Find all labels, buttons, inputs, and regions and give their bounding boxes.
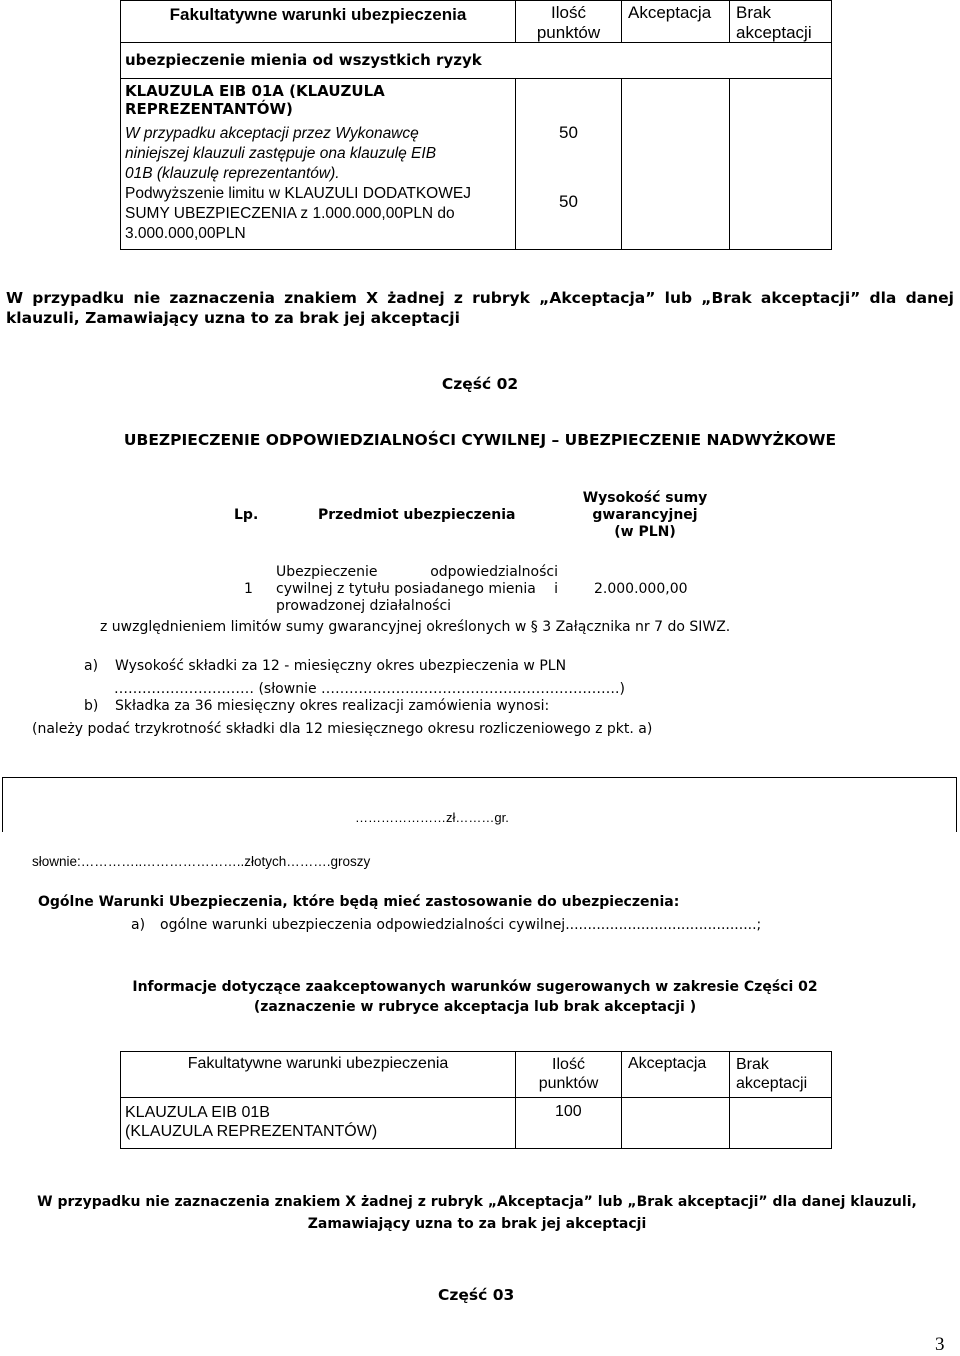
page-number: 3 [935,1334,945,1355]
part-02-subtitle: UBEZPIECZENIE ODPOWIEDZIALNOŚCI CYWILNEJ – UBEZPIECZENIE NADWYŻKOWE [123,431,837,449]
notice-2: W przypadku nie zaznaczenia znakiem X żadnej z rubryk „Akceptacja” lub „Brak akceptacji” dla danej klauzuli, Zamawiający uzna to za brak jej akceptacji [37,1194,917,1232]
clause-title: KLAUZULA EIB 01A (KLAUZULA REPREZENTANTÓW) [125,82,385,118]
part-02-title: Część 02 [441,375,519,393]
notice-1: W przypadku nie zaznaczenia znakiem X żadnej z rubryk „Akceptacja” lub „Brak akceptacji” dla danej klauzuli, Zamawiający uzna to za brak jej akceptacji [6,289,954,327]
clause-note: W przypadku akceptacji przez Wykonawcę niniejszej klauzuli zastępuje ona klauzulę EIB 01B (klauzulę reprezentantów). [125,125,437,182]
points-value-1: 50 [559,123,578,142]
header-no-acceptance-2: Brak akceptacji [730,1052,832,1098]
clause-description-cell [121,79,516,250]
points-value-2: 50 [559,192,578,211]
limits-note: z uwzględnieniem limitów sumy gwarancyjnej określonych w § 3 Załącznika nr 7 do SIWZ. [100,619,731,635]
limit-increase-text: Podwyższenie limitu w KLAUZULI DODATKOWEJ SUMY UBEZPIECZENIA z 1.000.000,00PLN do 3.000.000,00PLN [125,185,471,242]
item-a-fill-line[interactable]: ………………………… (słownie ……………………………………………………….) [114,681,625,697]
header-conditions-2: Fakultatywne warunki ubezpieczenia [121,1052,516,1098]
col-header-sum: Wysokość sumy gwarancyjnej (w PLN) [582,490,708,540]
owu-title: Ogólne Warunki Ubezpieczenia, które będą mieć zastosowanie do ubezpieczenia: [38,894,680,910]
col-header-lp: Lp. [234,507,259,523]
header-points-2: Ilość punktów [516,1052,622,1098]
owu-item-a: a) ogólne warunki ubezpieczenia odpowiedzialności cywilnej...........................................; [131,917,762,933]
item-b: b) Składka za 36 miesięczny okres realizacji zamówienia wynosi: [84,698,550,714]
header-points: Ilość punktów [516,1,622,43]
item-a: a) Wysokość składki za 12 - miesięczny okres ubezpieczenia w PLN [84,658,567,674]
no-acceptance-checkbox-cell[interactable] [730,79,832,250]
amount-box[interactable] [2,777,957,832]
header-acceptance: Akceptacja [622,1,730,43]
header-acceptance-2: Akceptacja [622,1052,730,1098]
points-cell-2: 100 [516,1098,622,1149]
row-sum: 2.000.000,00 [594,581,688,597]
optional-conditions-table-1 [120,0,832,250]
col-header-subject: Przedmiot ubezpieczenia [318,507,516,523]
optional-conditions-table-2 [120,1051,832,1149]
clause-eib-01b: KLAUZULA EIB 01B (KLAUZULA REPREZENTANTÓW) [121,1098,516,1149]
header-no-acceptance: Brak akceptacji [730,1,832,43]
amount-in-words[interactable]: słownie:…………..…………………..złotych……….groszy [32,854,371,869]
no-acceptance-checkbox-cell-2[interactable] [730,1098,832,1149]
amount-field[interactable]: …………………zł………gr. [355,810,509,825]
acceptance-checkbox-cell-2[interactable] [622,1098,730,1149]
item-b-note: (należy podać trzykrotność składki dla 12 miesięcznego okresu rozliczeniowego z pkt. a) [32,721,653,737]
points-cell [516,79,622,250]
part-03-title: Część 03 [438,1286,515,1304]
acceptance-checkbox-cell[interactable] [622,79,730,250]
row-lp: 1 [244,581,253,597]
row-subject: Ubezpieczenie odpowiedzialności cywilnej z tytułu posiadanego mienia i prowadzonej działalności [276,564,558,614]
header-conditions: Fakultatywne warunki ubezpieczenia [121,1,516,43]
section-row-property: ubezpieczenie mienia od wszystkich ryzyk [121,43,832,79]
info-heading: Informacje dotyczące zaakceptowanych warunków sugerowanych w zakresie Części 02 (zaznaczenie w rubryce akceptacja lub brak akceptacji ) [132,979,818,1015]
